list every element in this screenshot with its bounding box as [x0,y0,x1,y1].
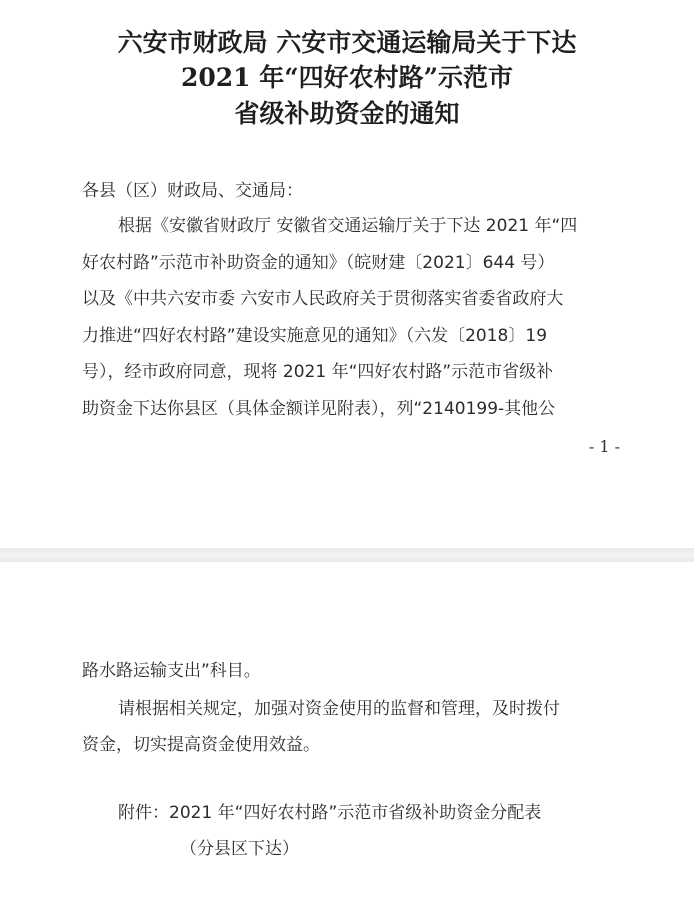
salutation: 各县（区）财政局、交通局： [82,181,303,201]
body-line: 号），经市政府同意，现将 2021 年“四好农村路”示范市省级补 [82,362,554,382]
attachment-line-1: 附件：2021 年“四好农村路”示范市省级补助资金分配表 [118,803,542,823]
body-line: 助资金下达你县区（具体金额详见附表），列“2140199-其他公 [82,399,556,419]
body-line: 以及《中共六安市委 六安市人民政府关于贯彻落实省委省政府大 [82,289,564,309]
document-title-line-3: 省级补助资金的通知 [234,99,460,128]
page-separator [0,548,694,562]
document-title-line-1: 六安市财政局 六安市交通运输局关于下达 [117,28,577,57]
page-number: - 1 - [588,437,620,456]
body-line: 路水路运输支出”科目。 [82,661,261,681]
body-line: 请根据相关规定，加强对资金使用的监督和管理，及时拨付 [118,699,560,719]
attachment-line-2: （分县区下达） [180,839,299,859]
body-line: 资金，切实提高资金使用效益。 [82,735,320,755]
body-line: 力推进“四好农村路”建设实施意见的通知》（六发〔2018〕19 [82,326,548,346]
body-line: 根据《安徽省财政厅 安徽省交通运输厅关于下达 2021 年“四 [118,216,578,236]
body-line: 好农村路”示范市补助资金的通知》（皖财建〔2021〕644 号） [82,253,555,273]
document-page-2 [0,562,694,902]
document-title-line-2: 2021 年“四好农村路”示范市 [180,63,514,92]
